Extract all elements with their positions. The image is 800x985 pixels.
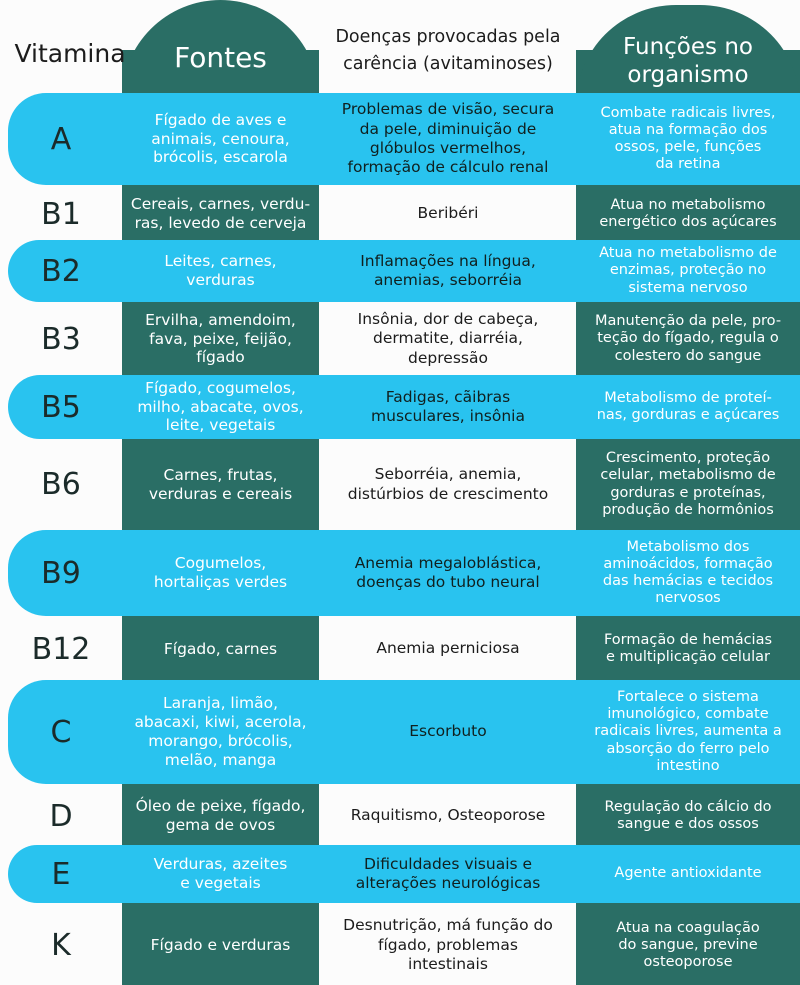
doencas-cell-text: Beribéri [417,204,479,223]
vitamina-cell [0,93,122,185]
table-row [0,441,800,528]
doencas-cell [320,441,576,528]
fontes-cell-text: Cereais, carnes, verdu- ras, levedo de cerveja [130,195,311,232]
table-row [0,190,800,238]
header-fontes: Fontes [174,41,267,74]
fontes-cell-text: Fígado, carnes [163,639,278,658]
fontes-cell-text: Fígado de aves e animais, cenoura, brócolis, escarola [151,110,290,167]
table-row [0,906,800,985]
fontes-cell-text: Carnes, frutas, verduras e cereais [148,465,293,503]
vitamina-cell-text: D [49,798,73,834]
doencas-cell [320,530,576,616]
fontes-cell [122,680,319,784]
funcoes-cell [576,375,800,439]
vitamina-cell-text: B3 [41,321,81,357]
funcoes-cell-text: Fortalece o sistema imunológico, combate radicais livres, aumenta a absorção do ferro pelo intestino [594,689,782,774]
fontes-cell [122,530,319,616]
fontes-cell-text: Laranja, limão, abacaxi, kiwi, acerola, morango, brócolis, melão, manga [134,694,307,769]
fontes-cell-text: Fígado e verduras [150,936,291,955]
table-row [0,620,800,678]
vitamina-cell [0,906,122,985]
doencas-cell-text: Insônia, dor de cabeça, dermatite, diarréia, depressão [357,309,539,367]
funcoes-cell [576,845,800,903]
funcoes-cell-text: Metabolismo de proteí- nas, gorduras e açúcares [596,389,780,423]
funcoes-cell [576,530,800,616]
doencas-cell [320,240,576,302]
doencas-cell-text: Seborréia, anemia, distúrbios de crescimento [347,465,549,503]
vitamina-cell [0,305,122,373]
funcoes-cell-text: Crescimento, proteção celular, metabolismo de gorduras e proteínas, produção de hormônios [600,450,776,518]
vitamina-cell [0,190,122,238]
fontes-cell [122,375,319,439]
funcoes-cell [576,190,800,238]
doencas-cell [320,375,576,439]
fontes-cell [122,906,319,985]
doencas-cell [320,789,576,843]
doencas-cell-text: Anemia megaloblástica, doenças do tubo neural [354,553,542,591]
vitamina-cell-text: B12 [31,631,91,667]
fontes-cell [122,240,319,302]
doencas-cell-text: Escorbuto [409,722,487,741]
table-row [0,680,800,784]
funcoes-cell-text: Atua no metabolismo energético dos açúcares [599,196,777,230]
funcoes-cell-text: Atua na coagulação do sangue, previne osteoporose [616,919,760,971]
funcoes-cell [576,620,800,678]
doencas-cell-text: Dificuldades visuais e alterações neurológicas [355,854,541,892]
fontes-cell [122,305,319,373]
vitamina-cell-text: B2 [41,253,81,289]
fontes-cell [122,441,319,528]
vitamina-cell [0,441,122,528]
vitamina-cell-text: B1 [41,196,81,232]
header-doencas: Doenças provocadas pela carência (avitaminoses) [335,27,561,75]
doencas-cell [320,190,576,238]
vitamina-cell [0,240,122,302]
table-row [0,845,800,903]
fontes-cell [122,789,319,843]
doencas-cell-text: Inflamações na língua, anemias, seborréia [360,251,536,289]
vitamina-cell-text: A [50,121,72,157]
fontes-cell-text: Cogumelos, hortaliças verdes [153,554,288,591]
doencas-cell [320,845,576,903]
header-vitamina: Vitamina [14,39,126,68]
funcoes-cell-text: Manutenção da pele, pro- teção do fígado, regula o colestero do sangue [594,313,782,364]
funcoes-cell-text: Agente antioxidante [614,865,762,882]
vitamina-cell-text: E [51,856,71,892]
doencas-cell-text: Anemia perniciosa [376,639,520,658]
doencas-cell [320,93,576,185]
vitamina-cell [0,620,122,678]
fontes-cell [122,620,319,678]
vitamina-cell-text: B5 [41,389,81,425]
doencas-cell-text: Desnutrição, má função do fígado, problemas intestinais [343,916,553,974]
vitamina-cell [0,789,122,843]
header-funcoes: Funções no organismo [623,34,753,88]
funcoes-cell [576,305,800,373]
vitamina-cell [0,375,122,439]
funcoes-cell [576,906,800,985]
funcoes-cell [576,680,800,784]
vitamina-cell-text: C [50,714,72,750]
table-row [0,93,800,185]
doencas-cell [320,305,576,373]
table-row [0,305,800,373]
fontes-cell [122,845,319,903]
fontes-cell-text: Verduras, azeites e vegetais [153,855,288,892]
fontes-cell-text: Ervilha, amendoim, fava, peixe, feijão, fígado [145,310,296,367]
funcoes-cell-text: Atua no metabolismo de enzimas, proteção no sistema nervoso [599,245,777,296]
doencas-cell [320,680,576,784]
vitamina-cell-text: K [51,928,71,963]
fontes-cell-text: Leites, carnes, verduras [164,252,277,289]
doencas-cell [320,620,576,678]
fontes-cell [122,93,319,185]
doencas-cell [320,906,576,985]
funcoes-cell-text: Regulação do cálcio do sangue e dos ossos [604,798,772,832]
funcoes-cell [576,441,800,528]
fontes-cell-text: Fígado, cogumelos, milho, abacate, ovos, leite, vegetais [137,378,304,435]
doencas-cell-text: Fadigas, cãibras musculares, insônia [371,387,525,425]
funcoes-cell [576,240,800,302]
vitamina-cell [0,845,122,903]
vitamina-cell-text: B6 [41,467,81,502]
vitamina-cell-text: B9 [41,555,81,591]
doencas-cell-text: Problemas de visão, secura da pele, diminuição de glóbulos vermelhos, formação de cálculo renal [341,100,555,177]
vitamina-cell [0,530,122,616]
table-row [0,240,800,302]
doencas-cell-text: Raquitismo, Osteoporose [350,806,546,825]
funcoes-cell-text: Formação de hemácias e multiplicação celular [603,631,773,665]
vitamina-cell [0,680,122,784]
funcoes-cell-text: Metabolismo dos aminoácidos, formação das hemácias e tecidos nervosos [602,538,774,607]
funcoes-cell [576,93,800,185]
fontes-cell-text: Óleo de peixe, fígado, gema de ovos [135,797,306,834]
fontes-cell [122,190,319,238]
funcoes-cell [576,789,800,843]
table-row [0,375,800,439]
funcoes-cell-text: Combate radicais livres, atua na formação dos ossos, pele, funções da retina [600,104,776,173]
table-row [0,789,800,843]
table-row [0,530,800,616]
